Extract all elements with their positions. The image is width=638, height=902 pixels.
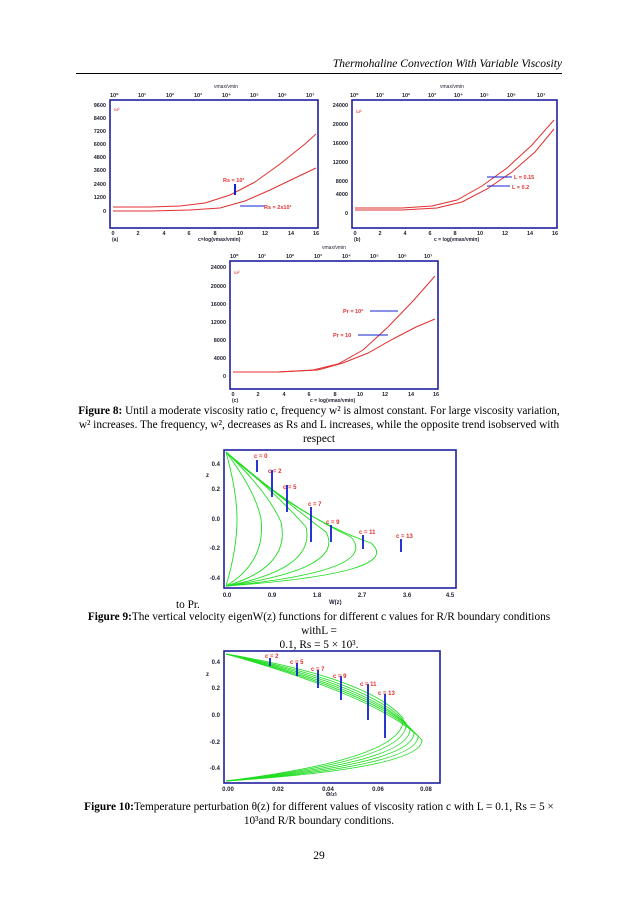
y-tick: 24000	[210, 265, 226, 271]
y-tick: 24000	[332, 103, 348, 109]
figure8-caption-tail: to Pr.	[176, 599, 200, 611]
figure8-caption	[76, 404, 562, 446]
y-tick: 0.0	[211, 713, 220, 719]
plot-frame	[224, 651, 440, 783]
figure9-caption	[76, 610, 562, 652]
y-tick: 12000	[210, 320, 226, 326]
y-axis-label: ω²	[356, 109, 362, 115]
x-axis-label: c = log(νmax/νmin)	[434, 237, 480, 242]
top-tick: 10¹	[138, 93, 146, 99]
x-tick: 12	[381, 392, 389, 398]
y-ticks	[210, 462, 221, 582]
y-tick: 4800	[93, 155, 106, 161]
x-tick: 0.06	[372, 787, 384, 793]
top-tick: 10⁵	[480, 93, 489, 99]
label-c13: c = 13	[378, 691, 395, 697]
y-tick: 8000	[335, 179, 348, 185]
header-rule	[76, 73, 562, 74]
caption-line2: 10³and R/R boundary conditions.	[243, 815, 395, 827]
plot-frame	[224, 450, 456, 588]
y-tick: -0.4	[209, 766, 220, 772]
y-axis-label: z	[206, 473, 209, 479]
label-c11: c = 11	[359, 530, 376, 536]
y-tick: -0.2	[209, 546, 220, 552]
x-tick: 16	[312, 231, 320, 237]
y-tick: 8000	[213, 338, 226, 344]
c-labels	[265, 654, 396, 697]
top-tick: 10⁷	[537, 93, 546, 99]
top-tick: 10⁷	[424, 254, 433, 260]
top-tick: 10²	[286, 254, 294, 260]
y-tick: 0.0	[211, 517, 220, 523]
x-tick: 6	[428, 231, 432, 237]
y-ticks	[94, 103, 106, 215]
figure8-panel-a	[80, 82, 325, 242]
y-tick: 2400	[93, 182, 106, 188]
y-tick: -0.2	[209, 740, 220, 746]
y-axis-label: ω²	[114, 107, 120, 113]
curve-c5	[226, 654, 406, 781]
x-tick: 2	[136, 231, 140, 237]
figure10-plot	[198, 648, 448, 796]
label-c2: c = 2	[265, 654, 279, 660]
y-axis-label: ω²	[234, 270, 240, 276]
velocity-curves	[226, 452, 377, 586]
y-tick: 4000	[335, 192, 348, 198]
x-tick: 4	[282, 392, 286, 398]
top-ticks	[110, 92, 315, 99]
top-tick: 10⁴	[342, 254, 351, 260]
top-tick: 10⁴	[222, 93, 231, 99]
y-tick: 16000	[210, 302, 226, 308]
top-tick: 10⁶	[278, 93, 287, 99]
y-tick: 16000	[332, 141, 348, 147]
x-tick: 8	[453, 231, 457, 237]
x-tick: 4	[403, 231, 407, 237]
x-axis-label: c=log(νmax/νmin)	[198, 237, 241, 242]
x-tick: 0	[111, 231, 115, 237]
curve-pr-10	[233, 319, 435, 372]
caption-text: Until a moderate viscosity ratio c, frequency w² is almost constant. For large viscosity variation, w² increases. The frequency, w², decreases as Rs and L increases, while the opposite trend isobserved with respect	[78, 405, 560, 445]
curve-c2	[226, 654, 403, 781]
x-tick: 14	[407, 392, 415, 398]
curve-c0	[226, 452, 237, 586]
x-tick: 14	[526, 231, 534, 237]
x-tick: 4.5	[445, 593, 455, 599]
x-axis-label: Θ(z)	[326, 792, 337, 796]
x-tick: 3.6	[402, 593, 412, 599]
x-tick: 10	[356, 392, 364, 398]
x-tick: 10	[476, 231, 484, 237]
top-axis-label: νmax/νmin	[440, 84, 464, 90]
x-tick: 6	[307, 392, 311, 398]
top-tick: 10⁶	[398, 254, 407, 260]
caption-line1: The vertical velocity eigenW(z) functions for different c values for R/R boundary conditions withL =	[131, 611, 551, 637]
top-tick: 10²	[166, 93, 174, 99]
plot-frame	[352, 100, 557, 228]
y-tick: 20000	[332, 122, 348, 128]
y-tick: 4000	[213, 356, 226, 362]
y-tick: 0.4	[211, 660, 220, 666]
top-tick: 10⁰	[110, 93, 119, 99]
top-tick: 10⁷	[306, 93, 315, 99]
top-tick: 10³	[428, 93, 436, 99]
annotation-pr-1e2: Pr = 10²	[343, 309, 364, 315]
y-tick: 7200	[93, 129, 106, 135]
y-axis-label: z	[206, 672, 209, 678]
y-tick: 0	[344, 211, 348, 217]
label-c7: c = 7	[311, 667, 325, 673]
caption-label: Figure 9:	[87, 611, 132, 623]
x-axis-label: c = log(νmax/νmin)	[310, 398, 356, 403]
label-c5: c = 5	[283, 485, 297, 491]
curve-c11	[226, 654, 418, 781]
x-tick: 0.0	[222, 593, 232, 599]
x-ticks	[223, 593, 455, 599]
top-tick: 10⁰	[350, 93, 359, 99]
caption-label: Figure 10:	[84, 801, 134, 813]
y-tick: 3600	[93, 168, 106, 174]
label-c5: c = 5	[290, 660, 304, 666]
y-ticks	[211, 265, 226, 380]
y-tick: 0.4	[211, 462, 220, 468]
panel-label: (c)	[232, 398, 239, 403]
top-axis-label: νmax/νmin	[322, 245, 346, 251]
label-c2: c = 2	[268, 469, 282, 475]
y-tick: 0.2	[211, 686, 220, 692]
label-c7: c = 7	[308, 502, 322, 508]
page-number: 29	[313, 850, 325, 862]
x-tick: 4	[162, 231, 166, 237]
y-tick: 0	[222, 374, 226, 380]
top-tick: 10⁰	[230, 254, 239, 260]
top-tick: 10¹	[376, 93, 384, 99]
temperature-curves	[226, 654, 422, 781]
x-tick: 2	[256, 392, 260, 398]
figure10-caption	[76, 800, 562, 828]
annotation-rs-1e3: Rs = 10³	[223, 178, 245, 184]
y-tick: 20000	[210, 284, 226, 290]
top-axis-label: νmax/νmin	[214, 84, 238, 90]
annotation-l-015: L = 0.15	[514, 175, 535, 181]
label-c9: c = 9	[333, 674, 347, 680]
y-tick: 0.2	[211, 487, 220, 493]
top-tick: 10²	[402, 93, 410, 99]
running-header: Thermohaline Convection With Variable Viscosity	[332, 58, 562, 70]
x-tick: 0.9	[267, 593, 277, 599]
top-tick: 10⁵	[250, 93, 259, 99]
x-tick: 0.04	[322, 787, 334, 793]
label-c9: c = 9	[326, 520, 340, 526]
caption-line1: Temperature perturbation θ(z) for different values of viscosity ration c with L = 0.1, Rs = 5 ×	[133, 801, 554, 813]
x-tick: 1.8	[312, 593, 322, 599]
curve-c13	[226, 654, 422, 781]
panel-label: (b)	[354, 237, 361, 242]
annotation-rs-2e3: Rs = 2x10³	[264, 205, 292, 211]
curve-l-015	[355, 120, 554, 208]
top-tick: 10⁶	[507, 93, 516, 99]
x-tick: 2.7	[357, 593, 367, 599]
x-tick: 8	[213, 231, 217, 237]
curve-l-02	[355, 129, 554, 210]
top-ticks	[350, 92, 546, 99]
top-tick: 10⁴	[454, 93, 463, 99]
annotation-pr-10: Pr = 10	[333, 333, 352, 339]
y-tick: 8400	[93, 116, 106, 122]
x-tick: 0.08	[420, 787, 432, 793]
figure8-panel-c	[198, 243, 443, 403]
x-tick: 12	[261, 231, 269, 237]
y-tick: 12000	[332, 160, 348, 166]
y-tick: 1200	[93, 195, 106, 201]
top-ticks	[230, 253, 433, 260]
top-tick: 10⁵	[370, 254, 379, 260]
label-c11: c = 11	[360, 682, 377, 688]
x-tick: 6	[187, 231, 191, 237]
x-axis-label: W(z)	[329, 600, 342, 605]
caption-line2: 0.1, Rs = 5 × 10³.	[279, 639, 359, 651]
x-tick: 0	[231, 392, 235, 398]
caption-label: Figure 8:	[78, 405, 123, 417]
top-tick: 10³	[314, 254, 322, 260]
y-tick: -0.4	[209, 576, 220, 582]
y-ticks	[333, 103, 348, 217]
x-tick: 12	[501, 231, 509, 237]
y-tick: 9600	[93, 103, 106, 109]
annotation-l-02: L = 0.2	[512, 185, 530, 191]
y-tick: 0	[102, 209, 106, 215]
x-tick: 16	[432, 392, 440, 398]
x-tick: 8	[333, 392, 337, 398]
x-tick: 14	[287, 231, 295, 237]
y-tick: 6000	[93, 142, 106, 148]
label-c0: c = 0	[254, 454, 268, 460]
label-c13: c = 13	[396, 534, 413, 540]
x-tick: 16	[551, 231, 559, 237]
top-tick: 10¹	[258, 254, 266, 260]
x-tick: 0.02	[272, 787, 284, 793]
panel-label: (a)	[112, 237, 119, 242]
x-tick: 2	[378, 231, 382, 237]
plot-frame	[230, 261, 438, 389]
x-tick: 0.00	[222, 787, 234, 793]
figure9-plot	[196, 447, 466, 605]
curve-c13	[226, 452, 377, 586]
y-ticks	[210, 660, 221, 772]
figure8-panel-b	[322, 82, 562, 242]
curve-rs-1e3	[113, 134, 316, 207]
x-tick: 10	[236, 231, 244, 237]
x-tick: 0	[353, 231, 357, 237]
top-tick: 10³	[194, 93, 202, 99]
curve-pr-1e2	[233, 276, 435, 372]
